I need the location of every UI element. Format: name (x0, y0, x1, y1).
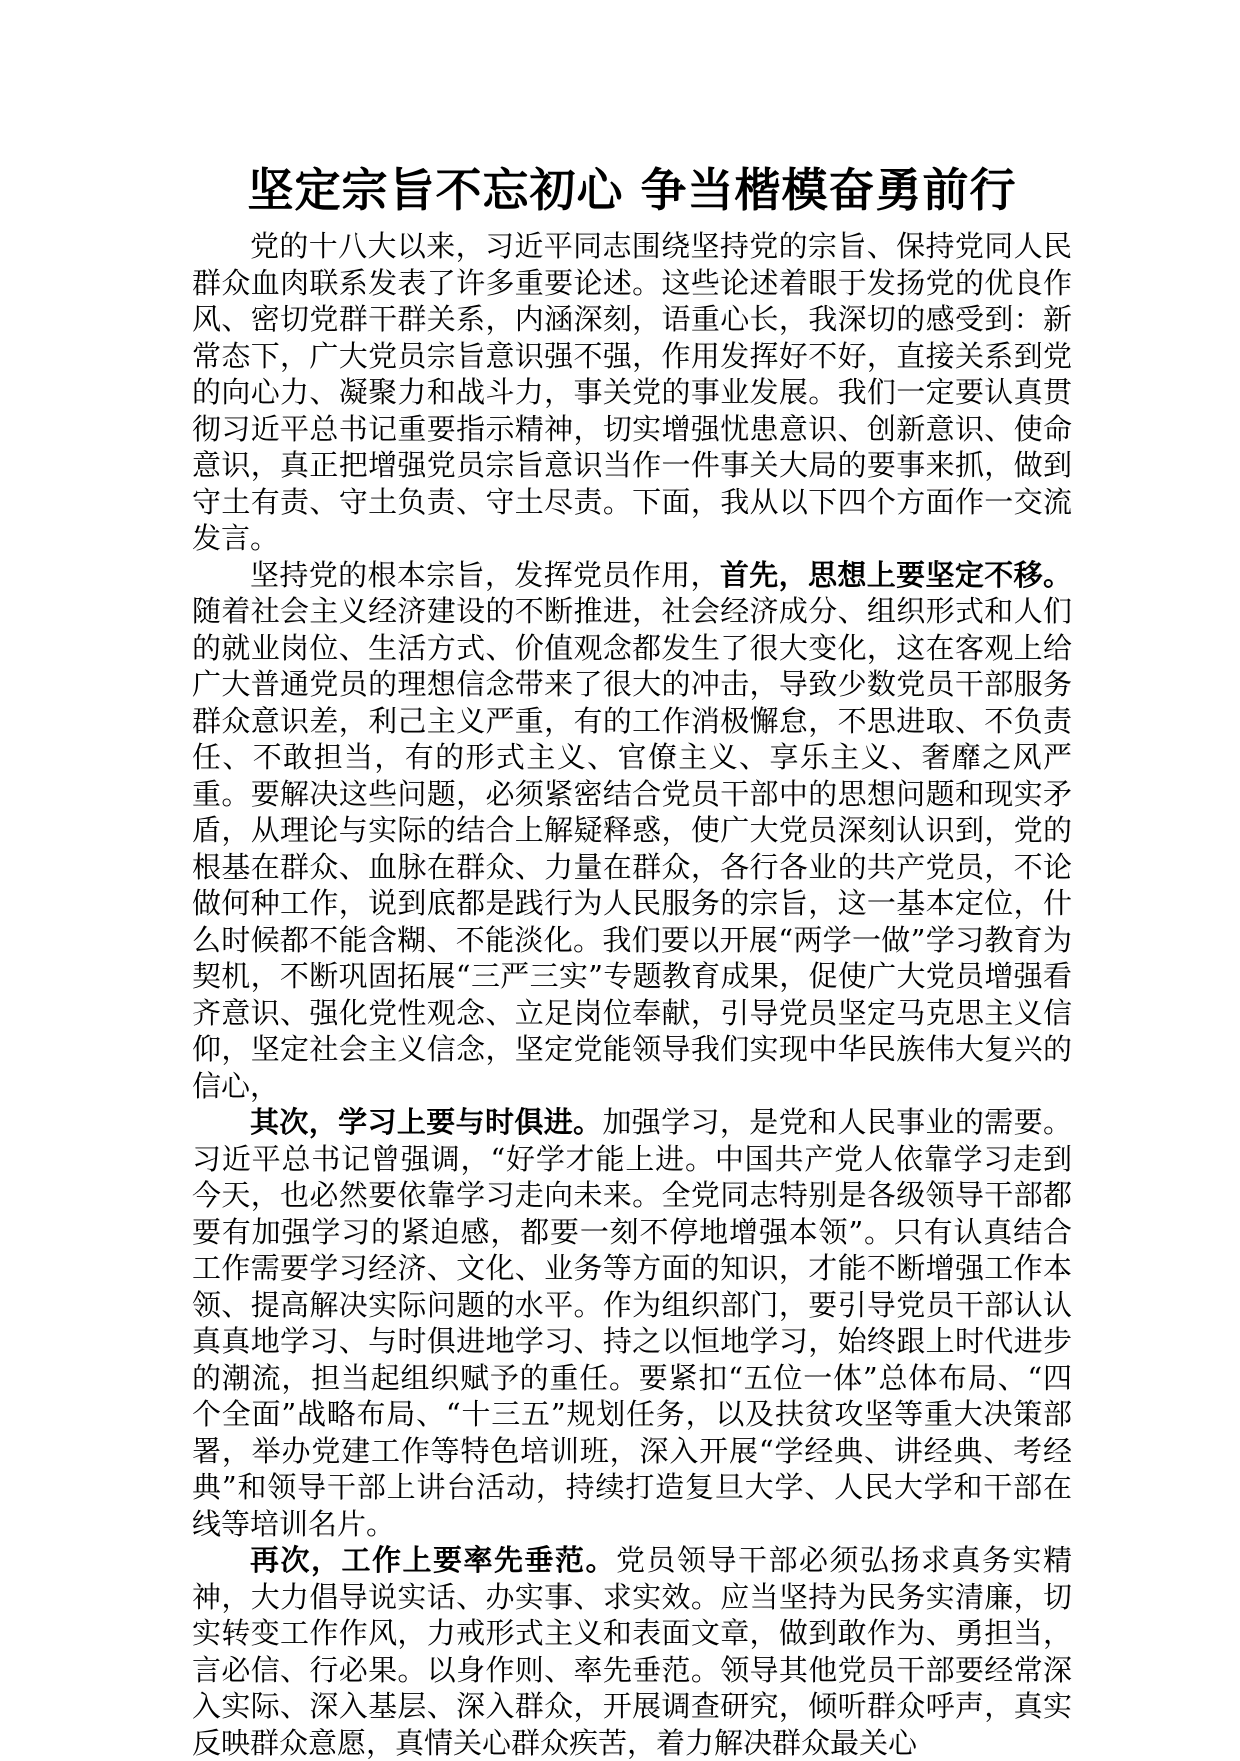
paragraph-intro (192, 228, 1072, 557)
paragraph-text: 党的十八大以来，习近平同志围绕坚持党的宗旨、保持党同人民群众血肉联系发表了许多重要论述。这些论述着眼于发扬党的优良作风、密切党群干群关系，内涵深刻，语重心长，我深切的感受到：新常态下，广大党员宗旨意识强不强，作用发挥好不好，直接关系到党的向心力、凝聚力和战斗力，事关党的事业发展。我们一定要认真贯彻习近平总书记重要指示精神，切实增强忧患意识、创新意识、使命意识，真正把增强党员宗旨意识当作一件事关大局的要事来抓，做到守土有责、守土负责、守土尽责。下面，我从以下四个方面作一交流发言。 (192, 229, 1072, 555)
paragraph-heading: 其次，学习上要与时俱进。 (250, 1105, 603, 1139)
paragraph-third-point (192, 1542, 1072, 1761)
document-title: 坚定宗旨不忘初心 争当楷模奋勇前行 (247, 163, 1017, 217)
document-page (192, 160, 1072, 1761)
paragraph-lead: 坚持党的根本宗旨，发挥党员作用， (250, 557, 720, 592)
paragraph-heading: 再次，工作上要率先垂范。 (250, 1543, 616, 1577)
paragraph-text: 党员领导干部必须弘扬求真务实精神，大力倡导说实话、办实事、求实效。应当坚持为民务实清廉，切实转变工作作风，力戒形式主义和表面文章，做到敢作为、勇担当，言必信、行必果。以身作则、率先垂范。领导其他党员干部要经常深入实际、深入基层、深入群众，开展调查研究，倾听群众呼声，真实反映群众意愿，真情关心群众疾苦，着力解决群众最关心 (192, 1543, 1072, 1760)
paragraph-second-point (192, 1104, 1072, 1542)
paragraph-heading: 首先，思想上要坚定不移。 (719, 557, 1072, 592)
paragraph-first-point (192, 557, 1072, 1105)
paragraph-text: 加强学习，是党和人民事业的需要。习近平总书记曾强调，“好学才能上进。中国共产党人依靠学习走到今天，也必然要依靠学习走向未来。全党同志特别是各级领导干部都要有加强学习的紧迫感，都要一刻不停地增强本领”。只有认真结合工作需要学习经济、文化、业务等方面的知识，才能不断增强工作本领、提高解决实际问题的水平。作为组织部门，要引导党员干部认认真真地学习、与时俱进地学习、持之以恒地学习，始终跟上时代进步的潮流，担当起组织赋予的重任。要紧扣“五位一体”总体布局、“四个全面”战略布局、“十三五”规划任务，以及扶贫攻坚等重大决策部署，举办党建工作等特色培训班，深入开展“学经典、讲经典、考经典”和领导干部上讲台活动，持续打造复旦大学、人民大学和干部在线等培训名片。 (192, 1105, 1072, 1541)
paragraph-text: 随着社会主义经济建设的不断推进，社会经济成分、组织形式和人们的就业岗位、生活方式、价值观念都发生了很大变化，这在客观上给广大普通党员的理想信念带来了很大的冲击，导致少数党员干部服务群众意识差，利己主义严重，有的工作消极懈怠，不思进取、不负责任、不敢担当，有的形式主义、官僚主义、享乐主义、奢靡之风严重。要解决这些问题，必须紧密结合党员干部中的思想问题和现实矛盾，从理论与实际的结合上解疑释惑，使广大党员深刻认识到，党的根基在群众、血脉在群众、力量在群众，各行各业的共产党员，不论做何种工作，说到底都是践行为人民服务的宗旨，这一基本定位，什么时候都不能含糊、不能淡化。我们要以开展“两学一做”学习教育为契机，不断巩固拓展“三严三实”专题教育成果，促使广大党员增强看齐意识、强化党性观念、立足岗位奉献，引导党员坚定马克思主义信仰，坚定社会主义信念，坚定党能领导我们实现中华民族伟大复兴的信心， (192, 594, 1072, 1103)
